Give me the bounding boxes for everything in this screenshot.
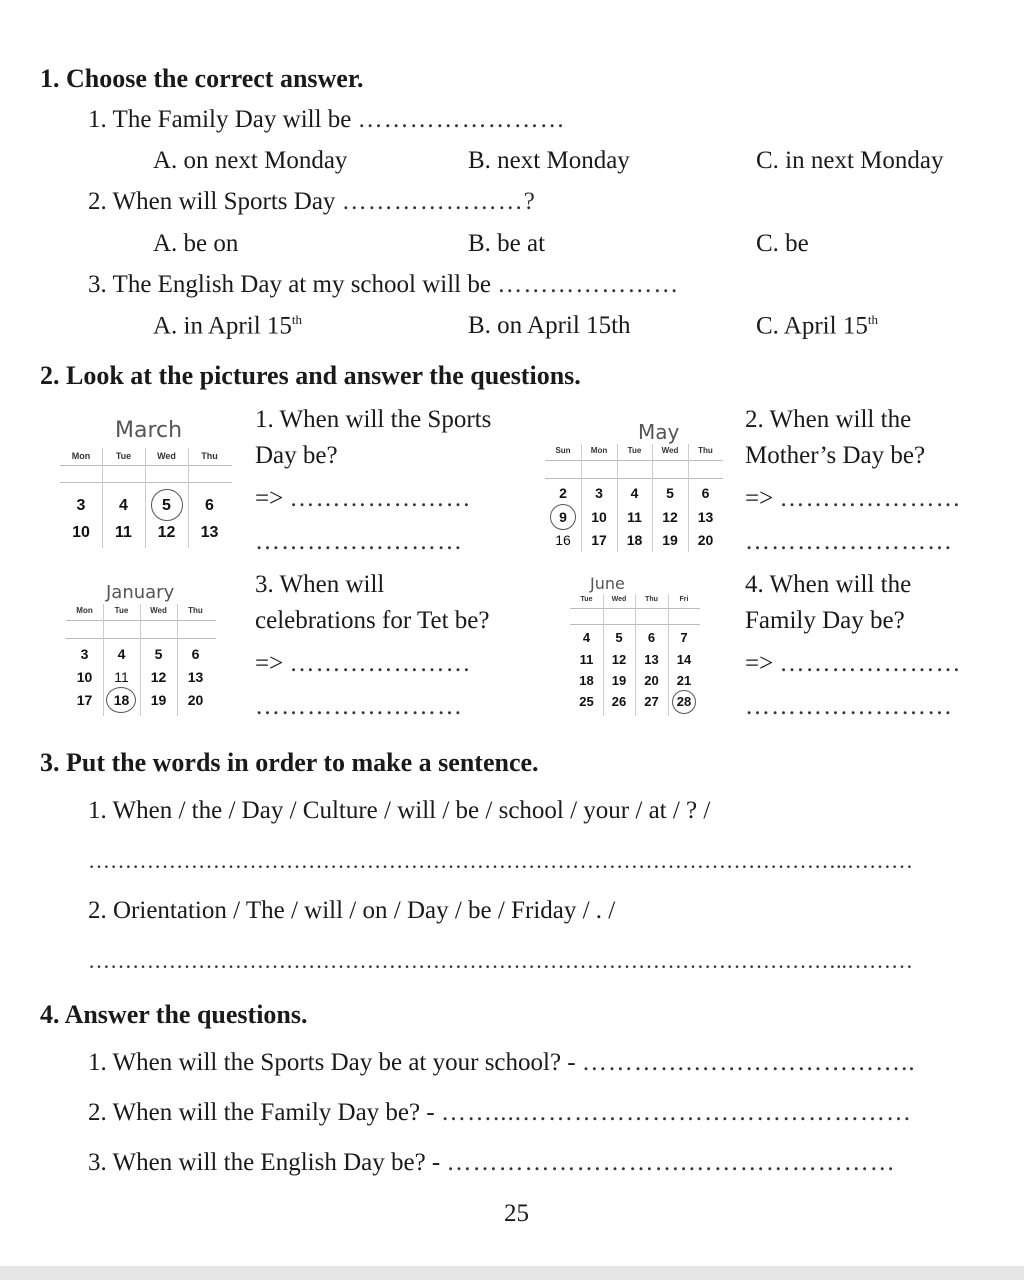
calendar-may bbox=[545, 418, 723, 552]
highlight-circle bbox=[151, 489, 183, 521]
section1-heading: 1. Choose the correct answer. bbox=[40, 64, 364, 93]
calendar-day: 11 bbox=[114, 669, 129, 685]
q3-option-a-sup: th bbox=[291, 312, 303, 327]
calendar-day: 26 bbox=[611, 694, 627, 709]
calendar-day: 21 bbox=[676, 673, 692, 688]
calendar-day: 5 bbox=[615, 630, 623, 645]
weekday: Thu bbox=[645, 596, 658, 603]
order-q2: 2. Orientation / The / will / on / Day / be / Friday / . / bbox=[88, 897, 616, 924]
calendar-day: 3 bbox=[76, 497, 86, 514]
calendar-day: 10 bbox=[591, 509, 607, 525]
bottom-edge-strip bbox=[0, 1266, 1024, 1280]
calendar-day: 10 bbox=[76, 669, 93, 685]
calendar-week-row bbox=[570, 694, 700, 709]
weekday: Fri bbox=[679, 596, 689, 603]
q3-option-b[interactable]: B. on April 15th bbox=[468, 312, 631, 339]
pic-q1-blank[interactable]: ………………… bbox=[289, 485, 472, 512]
weekday: Wed bbox=[611, 596, 627, 603]
calendar-day: 3 bbox=[595, 485, 603, 501]
calendar-day: 17 bbox=[591, 532, 607, 548]
calendar-month-label: May bbox=[638, 420, 680, 444]
calendar-month-label: March bbox=[115, 418, 183, 443]
q2-question bbox=[88, 188, 536, 216]
pic-q3-line1: 3. When will bbox=[255, 571, 385, 598]
answer-q3-blank[interactable]: ……………………….…………………… bbox=[446, 1149, 896, 1176]
pic-q4-blank[interactable]: ………………… bbox=[779, 650, 962, 677]
weekday: Wed bbox=[150, 606, 167, 615]
calendar-weekday-header bbox=[545, 446, 723, 455]
highlight-circle bbox=[550, 504, 576, 530]
pic-q2-blank[interactable]: ………………… bbox=[779, 485, 962, 512]
order-q1-answer-line[interactable]: …………………………………………………………………………………………..……… bbox=[88, 848, 913, 873]
q1-option-a[interactable]: A. on next Monday bbox=[153, 147, 348, 174]
calendar-march bbox=[60, 418, 232, 550]
q1-text: 1. The Family Day will be bbox=[88, 106, 352, 133]
pic-q3-blank2[interactable]: …………………… bbox=[255, 693, 463, 720]
pic-q1-line1: 1. When will the Sports bbox=[255, 406, 492, 433]
page-number: 25 bbox=[504, 1200, 529, 1227]
calendar-day: 5 bbox=[666, 485, 674, 501]
calendar-week-row bbox=[60, 497, 231, 515]
pic-q2-blank2[interactable]: …………………… bbox=[745, 528, 953, 555]
pic-q4-line2: Family Day be? bbox=[745, 607, 905, 634]
q1-blank[interactable]: …………………… bbox=[357, 106, 566, 133]
calendar-divider bbox=[60, 482, 232, 483]
calendar-day: 4 bbox=[582, 630, 591, 645]
q3-text: 3. The English Day at my school will be bbox=[88, 271, 491, 298]
pic-q2-answer-line bbox=[745, 485, 961, 513]
pic-q4-line1: 4. When will the bbox=[745, 571, 912, 598]
q3-option-a[interactable] bbox=[153, 312, 302, 340]
answer-q3 bbox=[88, 1149, 896, 1177]
calendar-week-row bbox=[66, 669, 214, 685]
calendar-week-row bbox=[66, 646, 214, 662]
calendar-day: 16 bbox=[555, 532, 571, 548]
q1-question bbox=[88, 106, 566, 134]
weekday: Tue bbox=[627, 446, 642, 455]
q2-option-a[interactable]: A. be on bbox=[153, 230, 239, 257]
calendar-day: 11 bbox=[579, 652, 594, 667]
answer-q1-blank[interactable]: ………….…………………….. bbox=[581, 1049, 916, 1076]
calendar-day: 5 bbox=[154, 646, 163, 662]
calendar-day: 11 bbox=[627, 509, 642, 525]
calendar-day: 19 bbox=[662, 532, 678, 548]
calendar-day: 19 bbox=[150, 692, 167, 708]
calendar-day: 28 bbox=[676, 694, 692, 709]
section4-heading: 4. Answer the questions. bbox=[40, 1000, 308, 1029]
q3-option-a-text: A. in April 15 bbox=[153, 312, 292, 340]
answer-q2-blank[interactable]: ……....……………………………………… bbox=[440, 1099, 912, 1126]
q2-option-b[interactable]: B. be at bbox=[468, 230, 546, 257]
pic-q2-line2: Mother’s Day be? bbox=[745, 442, 926, 469]
calendar-day: 6 bbox=[205, 497, 214, 514]
calendar-week-row bbox=[570, 652, 700, 667]
calendar-day: 6 bbox=[647, 630, 656, 645]
q3-option-c-sup: th bbox=[867, 312, 878, 327]
highlight-circle bbox=[672, 690, 696, 714]
q3-option-c-text: C. April 15 bbox=[756, 312, 868, 340]
q3-question bbox=[88, 271, 679, 299]
calendar-week-row bbox=[570, 673, 700, 688]
pic-q4-answer-line bbox=[745, 650, 961, 678]
pic-q1-blank2[interactable]: …………………… bbox=[255, 528, 463, 555]
calendar-divider bbox=[66, 638, 216, 639]
calendar-day: 13 bbox=[200, 524, 219, 541]
answer-q2 bbox=[88, 1099, 912, 1127]
order-q2-answer-line[interactable]: …………………………………………………………………………………………..……… bbox=[88, 948, 913, 973]
pic-q1-answer-line bbox=[255, 485, 471, 513]
calendar-day: 6 bbox=[191, 646, 200, 662]
weekday: Thu bbox=[698, 446, 713, 455]
calendar-day: 18 bbox=[626, 532, 643, 548]
calendar-june bbox=[570, 574, 700, 716]
weekday: Wed bbox=[157, 451, 176, 461]
calendar-month-label: January bbox=[106, 582, 175, 603]
calendar-day: 18 bbox=[113, 692, 130, 708]
weekday: Mon bbox=[76, 606, 93, 615]
calendar-week-row bbox=[545, 509, 723, 525]
calendar-day: 4 bbox=[119, 497, 128, 514]
calendar-day: 4 bbox=[630, 485, 639, 501]
calendar-day: 17 bbox=[76, 692, 93, 708]
order-q1: 1. When / the / Day / Culture / will / be / school / your / at / ? / bbox=[88, 797, 711, 824]
answer-q3-text: 3. When will the English Day be? - bbox=[88, 1149, 441, 1176]
calendar-day: 20 bbox=[187, 692, 204, 708]
weekday: Sun bbox=[555, 446, 571, 455]
calendar-week-row bbox=[570, 630, 700, 645]
q3-blank[interactable]: ………………… bbox=[497, 271, 680, 298]
calendar-day-circled bbox=[103, 692, 140, 708]
calendar-day: 19 bbox=[611, 673, 627, 688]
q2-blank[interactable]: …………………? bbox=[341, 188, 536, 215]
q2-text: 2. When will Sports Day bbox=[88, 188, 336, 215]
calendar-day: 20 bbox=[697, 532, 714, 548]
calendar-divider bbox=[60, 465, 232, 466]
calendar-day: 3 bbox=[80, 646, 89, 662]
weekday: Wed bbox=[661, 446, 679, 455]
pic-q3-answer-line bbox=[255, 650, 471, 678]
q1-option-b[interactable]: B. next Monday bbox=[468, 147, 630, 174]
answer-q1 bbox=[88, 1049, 916, 1077]
calendar-day: 10 bbox=[72, 524, 90, 541]
calendar-day: 12 bbox=[157, 524, 176, 541]
calendar-day: 14 bbox=[676, 652, 692, 667]
pic-q1-line2: Day be? bbox=[255, 442, 338, 469]
pic-q2-line1: 2. When will the bbox=[745, 406, 912, 433]
calendar-day: 4 bbox=[117, 646, 126, 662]
calendar-day-circled bbox=[545, 509, 581, 525]
q1-option-c[interactable]: C. in next Monday bbox=[756, 147, 944, 174]
calendar-january bbox=[66, 582, 216, 716]
calendar-day: 12 bbox=[150, 669, 167, 685]
section3-heading: 3. Put the words in order to make a sentence. bbox=[40, 748, 539, 777]
arrow: => bbox=[745, 650, 774, 677]
calendar-day-circled bbox=[668, 694, 700, 709]
calendar-day: 20 bbox=[644, 673, 659, 688]
calendar-day: 13 bbox=[644, 652, 659, 667]
calendar-day: 11 bbox=[115, 524, 132, 541]
calendar-divider bbox=[66, 620, 216, 621]
calendar-day: 27 bbox=[644, 694, 659, 709]
calendar-day: 7 bbox=[680, 630, 688, 645]
pic-q4-blank2[interactable]: …………………… bbox=[745, 693, 953, 720]
pic-q3-blank[interactable]: ………………… bbox=[289, 650, 472, 677]
calendar-day: 13 bbox=[187, 669, 204, 685]
arrow: => bbox=[255, 485, 284, 512]
calendar-week-row bbox=[60, 524, 231, 542]
arrow: => bbox=[745, 485, 774, 512]
weekday: Thu bbox=[201, 451, 218, 461]
answer-q1-text: 1. When will the Sports Day be at your school? - bbox=[88, 1049, 576, 1076]
weekday: Tue bbox=[115, 451, 132, 461]
calendar-day: 2 bbox=[559, 485, 567, 501]
weekday: Mon bbox=[71, 451, 91, 461]
calendar-day: 12 bbox=[662, 509, 678, 525]
highlight-circle bbox=[106, 687, 136, 713]
calendar-divider bbox=[545, 478, 723, 479]
calendar-day: 13 bbox=[697, 509, 714, 525]
calendar-week-row bbox=[545, 532, 723, 548]
calendar-day: 9 bbox=[559, 509, 567, 525]
q3-option-c[interactable] bbox=[756, 312, 878, 340]
calendar-day: 12 bbox=[611, 652, 627, 667]
weekday: Tue bbox=[114, 606, 129, 615]
calendar-divider bbox=[545, 460, 723, 461]
calendar-week-row bbox=[545, 485, 723, 501]
weekday: Mon bbox=[590, 446, 608, 455]
calendar-month-label: June bbox=[590, 574, 625, 593]
weekday: Thu bbox=[188, 606, 203, 615]
section2-heading: 2. Look at the pictures and answer the questions. bbox=[40, 361, 581, 390]
q2-option-c[interactable]: C. be bbox=[756, 230, 809, 257]
answer-q2-text: 2. When will the Family Day be? - bbox=[88, 1099, 435, 1126]
calendar-day: 18 bbox=[579, 673, 594, 688]
weekday: Tue bbox=[580, 596, 593, 603]
calendar-week-row bbox=[66, 692, 214, 708]
calendar-day: 6 bbox=[701, 485, 710, 501]
calendar-day-circled bbox=[145, 497, 188, 515]
calendar-day: 25 bbox=[579, 694, 594, 709]
arrow: => bbox=[255, 650, 284, 677]
calendar-day: 5 bbox=[162, 497, 171, 514]
pic-q3-line2: celebrations for Tet be? bbox=[255, 607, 490, 634]
